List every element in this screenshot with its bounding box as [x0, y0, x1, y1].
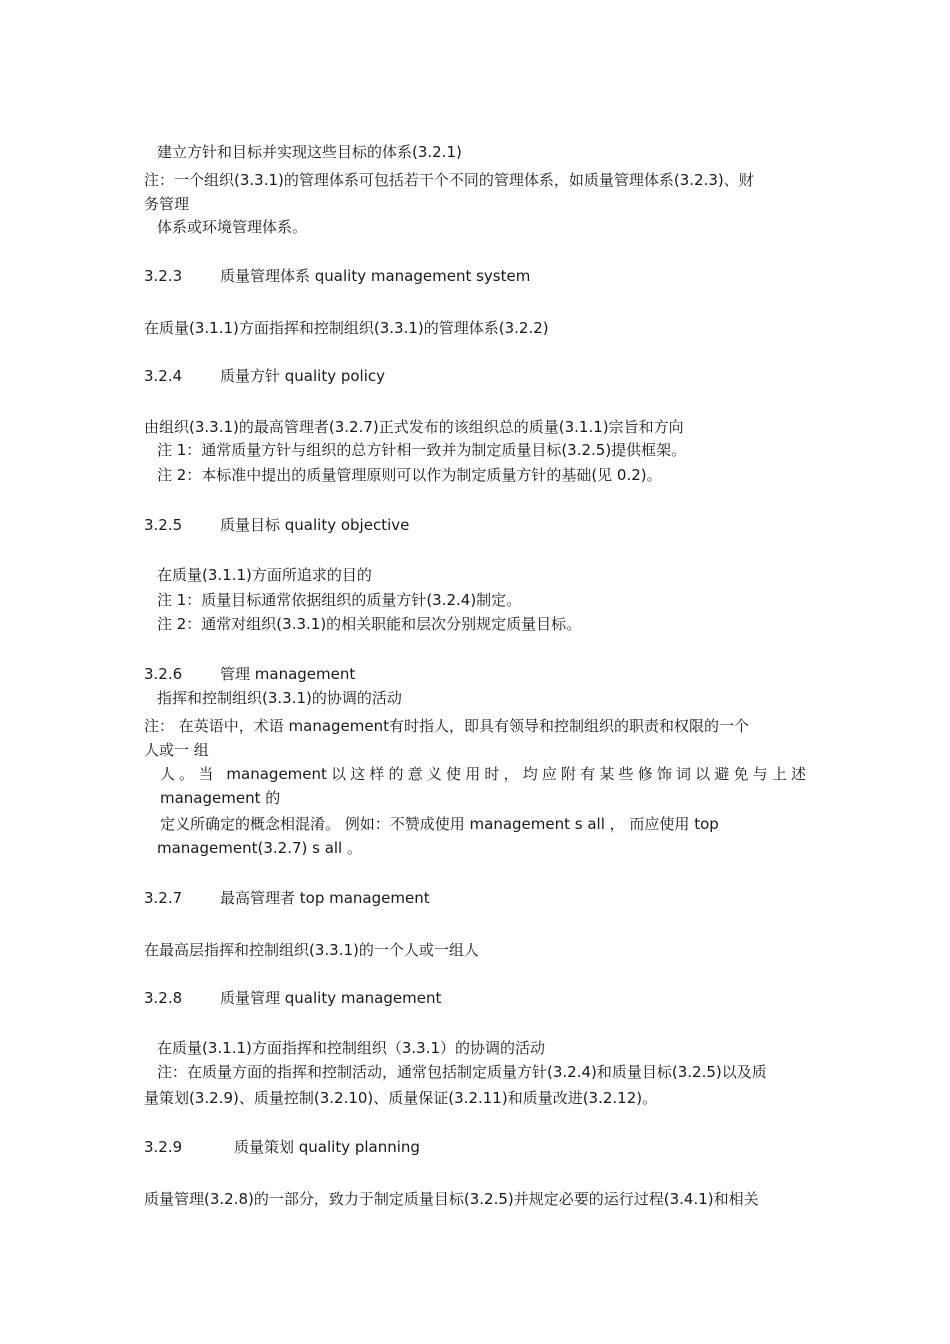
section-title: 质量方针 quality policy: [220, 367, 386, 385]
definition-line: 由组织(3.3.1)的最高管理者(3.2.7)正式发布的该组织总的质量(3.1.1)宗旨和方向: [144, 418, 684, 436]
section-number: 3.2.8: [144, 989, 183, 1007]
note-line: 注：一个组织(3.3.1)的管理体系可包括若干个不同的管理体系，如质量管理体系(3.2.3)、财: [144, 171, 754, 189]
note-line: 注 2：通常对组织(3.3.1)的相关职能和层次分别规定质量目标。: [157, 615, 582, 633]
section-heading-3-2-7: [144, 888, 430, 908]
section-title: 质量目标 quality objective: [220, 516, 410, 534]
note-line: 人或一 组: [144, 741, 209, 759]
section-heading-3-2-5: [144, 515, 409, 535]
text-line: 建立方针和目标并实现这些目标的体系(3.2.1): [157, 143, 462, 161]
section-title: 质量管理 quality management: [220, 989, 442, 1007]
section-heading-3-2-4: [144, 366, 385, 386]
note-line: 注 1：通常质量方针与组织的总方针相一致并为制定质量目标(3.2.5)提供框架。: [157, 441, 687, 459]
note-line: 定义所确定的概念相混淆。 例如：不赞成使用 management s all ， 而应使用 top: [160, 815, 719, 833]
section-number: 3.2.5: [144, 516, 183, 534]
definition-line: 质量管理(3.2.8)的一部分，致力于制定质量目标(3.2.5)并规定必要的运行过程(3.4.1)和相关: [144, 1190, 759, 1208]
section-heading-3-2-8: [144, 988, 441, 1008]
section-number: 3.2.9: [144, 1138, 183, 1156]
section-title: 质量策划 quality planning: [234, 1138, 420, 1156]
section-number: 3.2.7: [144, 889, 183, 907]
note-line: 注： 在英语中，术语 management有时指人，即具有领导和控制组织的职责和权限的一个: [144, 717, 750, 735]
section-title: 管理 management: [220, 665, 356, 683]
section-heading-3-2-6: [144, 664, 355, 684]
definition-line: 在质量(3.1.1)方面指挥和控制组织（3.3.1）的协调的活动: [157, 1039, 546, 1057]
section-heading-3-2-9: [144, 1137, 420, 1157]
note-line: management 的: [160, 789, 281, 807]
section-heading-3-2-3: [144, 266, 530, 286]
note-line: 量策划(3.2.9)、质量控制(3.2.10)、质量保证(3.2.11)和质量改进(3.2.12)。: [144, 1089, 658, 1107]
note-line: 注 2：本标准中提出的质量管理原则可以作为制定质量方针的基础(见 0.2)。: [157, 466, 662, 484]
note-line: management(3.2.7) s all 。: [157, 839, 362, 857]
section-number: 3.2.4: [144, 367, 183, 385]
definition-line: 在最高层指挥和控制组织(3.3.1)的一个人或一组人: [144, 941, 479, 959]
note-line: 务管理: [144, 195, 190, 213]
definition-line: 在质量(3.1.1)方面所追求的目的: [157, 566, 372, 584]
definition-line: 在质量(3.1.1)方面指挥和控制组织(3.3.1)的管理体系(3.2.2): [144, 319, 549, 337]
definition-line: 指挥和控制组织(3.3.1)的协调的活动: [157, 689, 402, 707]
section-number: 3.2.3: [144, 267, 183, 285]
note-line: 注 1：质量目标通常依据组织的质量方针(3.2.4)制定。: [157, 591, 522, 609]
section-title: 质量管理体系 quality management system: [220, 267, 531, 285]
note-line: 人。当 management以这样的意义使用时，均应附有某些修饰词以避免与上述: [160, 765, 806, 783]
note-line: 体系或环境管理体系。: [157, 218, 308, 236]
section-title: 最高管理者 top management: [220, 889, 430, 907]
note-line: 注：在质量方面的指挥和控制活动，通常包括制定质量方针(3.2.4)和质量目标(3.2.5)以及质: [157, 1063, 767, 1081]
section-number: 3.2.6: [144, 665, 183, 683]
